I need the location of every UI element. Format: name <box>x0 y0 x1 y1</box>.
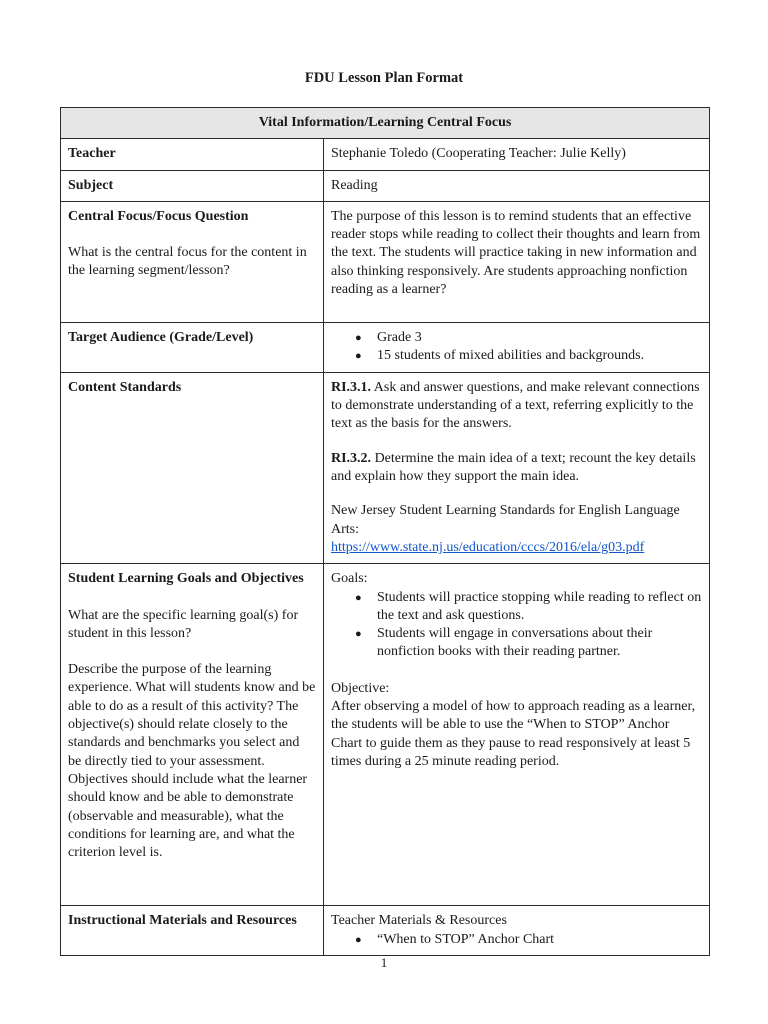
central-focus-question: What is the central focus for the content in the learning segment/lesson? <box>68 245 307 279</box>
table-header-row <box>61 108 710 139</box>
target-audience-label: Target Audience (Grade/Level) <box>61 322 324 372</box>
document-title: FDU Lesson Plan Format <box>304 70 464 86</box>
list-item: ● 15 students of mixed abilities and backgrounds. <box>331 347 702 365</box>
standard-code: RI.3.2. <box>331 450 372 466</box>
standards-source-text: New Jersey Student Learning Standards for English Language Arts: <box>331 503 680 537</box>
standard-ri-3-2 <box>331 450 702 487</box>
list-item: ● “When to STOP” Anchor Chart <box>331 931 702 949</box>
goals-heading: Goals: <box>331 571 368 587</box>
standard-text: Ask and answer questions, and make relevant connections to demonstrate understanding of a text, referring explicitly to the text as the basis for the answers. <box>331 379 700 432</box>
list-item: ● Students will engage in conversations about their nonfiction books with their reading partner. <box>331 625 702 662</box>
objective-heading: Objective: <box>331 680 390 696</box>
goals-list <box>331 589 702 662</box>
goals-objectives-content <box>324 564 710 906</box>
target-audience-cell <box>324 322 710 372</box>
target-audience-list <box>331 329 702 366</box>
goals-objectives-description: Describe the purpose of the learning experience. What will students know and be able to do as a result of this activity? The objective(s) should relate closely to the standards and benchmarks you select and be directly tied to your assessment. Objectives should include what the learner should know and be able to demonstrate (observable and measurable), what the conditions for learning are, and what the criterion level is. <box>68 662 316 861</box>
content-standards-cell <box>324 372 710 563</box>
table-row <box>61 372 710 563</box>
list-item: ● Grade 3 <box>331 329 702 347</box>
standard-code: RI.3.1. <box>331 379 372 395</box>
table-row <box>61 170 710 201</box>
standard-text: Determine the main idea of a text; recount the key details and explain how they support the main idea. <box>331 450 696 485</box>
objective-text: After observing a model of how to approach reading as a learner, the students will be able to use the “When to STOP” Anchor Chart to guide them as they pause to read responsively at least 5 times during a 25 minute reading period. <box>331 699 696 769</box>
standards-source <box>331 502 702 557</box>
content-standards-label: Content Standards <box>61 372 324 563</box>
goals-objectives-label: Student Learning Goals and Objectives <box>68 571 304 587</box>
subject-label: Subject <box>61 170 324 201</box>
table-header: Vital Information/Learning Central Focus <box>61 108 710 139</box>
central-focus-value: The purpose of this lesson is to remind students that an effective reader stops while reading to collect their thoughts and learn from the text. The students will practice taking in new information and also thinking responsively. Are students approaching nonfiction reading as a learner? <box>324 201 710 322</box>
standards-link[interactable]: https://www.state.nj.us/education/cccs/2016/ela/g03.pdf <box>331 539 645 555</box>
materials-label: Instructional Materials and Resources <box>61 906 324 956</box>
materials-cell <box>324 906 710 956</box>
central-focus-cell <box>61 201 324 322</box>
central-focus-label: Central Focus/Focus Question <box>68 208 249 224</box>
goals-objectives-question: What are the specific learning goal(s) for student in this lesson? <box>68 607 299 641</box>
lesson-plan-table <box>60 107 710 956</box>
teacher-value: Stephanie Toledo (Cooperating Teacher: Julie Kelly) <box>324 139 710 170</box>
table-row <box>61 322 710 372</box>
table-row <box>61 139 710 170</box>
table-row <box>61 201 710 322</box>
list-item: ● Students will practice stopping while reading to reflect on the text and ask questions. <box>331 589 702 626</box>
subject-value: Reading <box>324 170 710 201</box>
materials-list <box>331 931 702 949</box>
teacher-label: Teacher <box>61 139 324 170</box>
goals-objectives-cell <box>61 564 324 906</box>
materials-heading: Teacher Materials & Resources <box>331 913 507 929</box>
standard-ri-3-1 <box>331 379 702 434</box>
table-row <box>61 906 710 956</box>
page-number: 1 <box>380 955 388 970</box>
table-row <box>61 564 710 906</box>
